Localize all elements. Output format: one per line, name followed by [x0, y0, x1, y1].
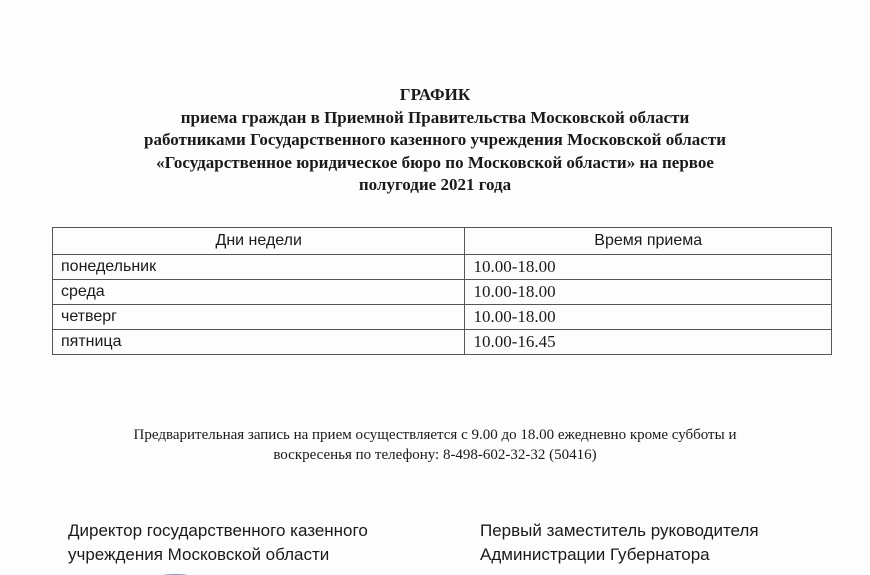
- table-header-row: [53, 228, 832, 255]
- time-cell: 10.00-18.00: [465, 305, 832, 330]
- time-cell: 10.00-18.00: [465, 255, 832, 280]
- day-cell: среда: [53, 280, 465, 305]
- time-cell: 10.00-16.45: [465, 330, 832, 355]
- schedule-table: [52, 227, 832, 355]
- day-cell: понедельник: [53, 255, 465, 280]
- day-cell: четверг: [53, 305, 465, 330]
- title-line: «Государственное юридическое бюро по Московской области» на первое: [156, 152, 714, 172]
- header-time: Время приема: [465, 228, 832, 255]
- note-line: Предварительная запись на прием осуществляется с 9.00 до 18.00 ежедневно кроме субботы и: [133, 427, 737, 443]
- signature-right-line: Администрации Губернатора: [480, 545, 710, 564]
- day-cell: пятница: [53, 330, 465, 355]
- header-days: Дни недели: [53, 228, 465, 255]
- title-line: полугодие 2021 года: [358, 175, 512, 194]
- time-cell: 10.00-18.00: [465, 280, 832, 305]
- title-line: приема граждан в Приемной Правительства Московской области: [180, 107, 690, 127]
- table-row: [53, 330, 832, 355]
- title-line: работниками Государственного казенного учреждения Московской области: [143, 130, 726, 149]
- table-row: [53, 305, 832, 330]
- table-row: [53, 255, 832, 280]
- table-row: [53, 280, 832, 305]
- title-heading: ГРАФИК: [399, 85, 471, 104]
- official-stamp: [120, 560, 230, 575]
- appointment-note: [0, 425, 870, 465]
- signature-right-line: Первый заместитель руководителя: [480, 521, 759, 540]
- document-title: [0, 84, 870, 197]
- note-line: воскресенья по телефону: 8-498-602-32-32 (50416): [273, 447, 597, 463]
- signature-right: [480, 519, 759, 567]
- signature-left-line: Директор государственного казенного: [68, 521, 368, 540]
- signature-left-line: учреждения Московской области: [68, 545, 330, 564]
